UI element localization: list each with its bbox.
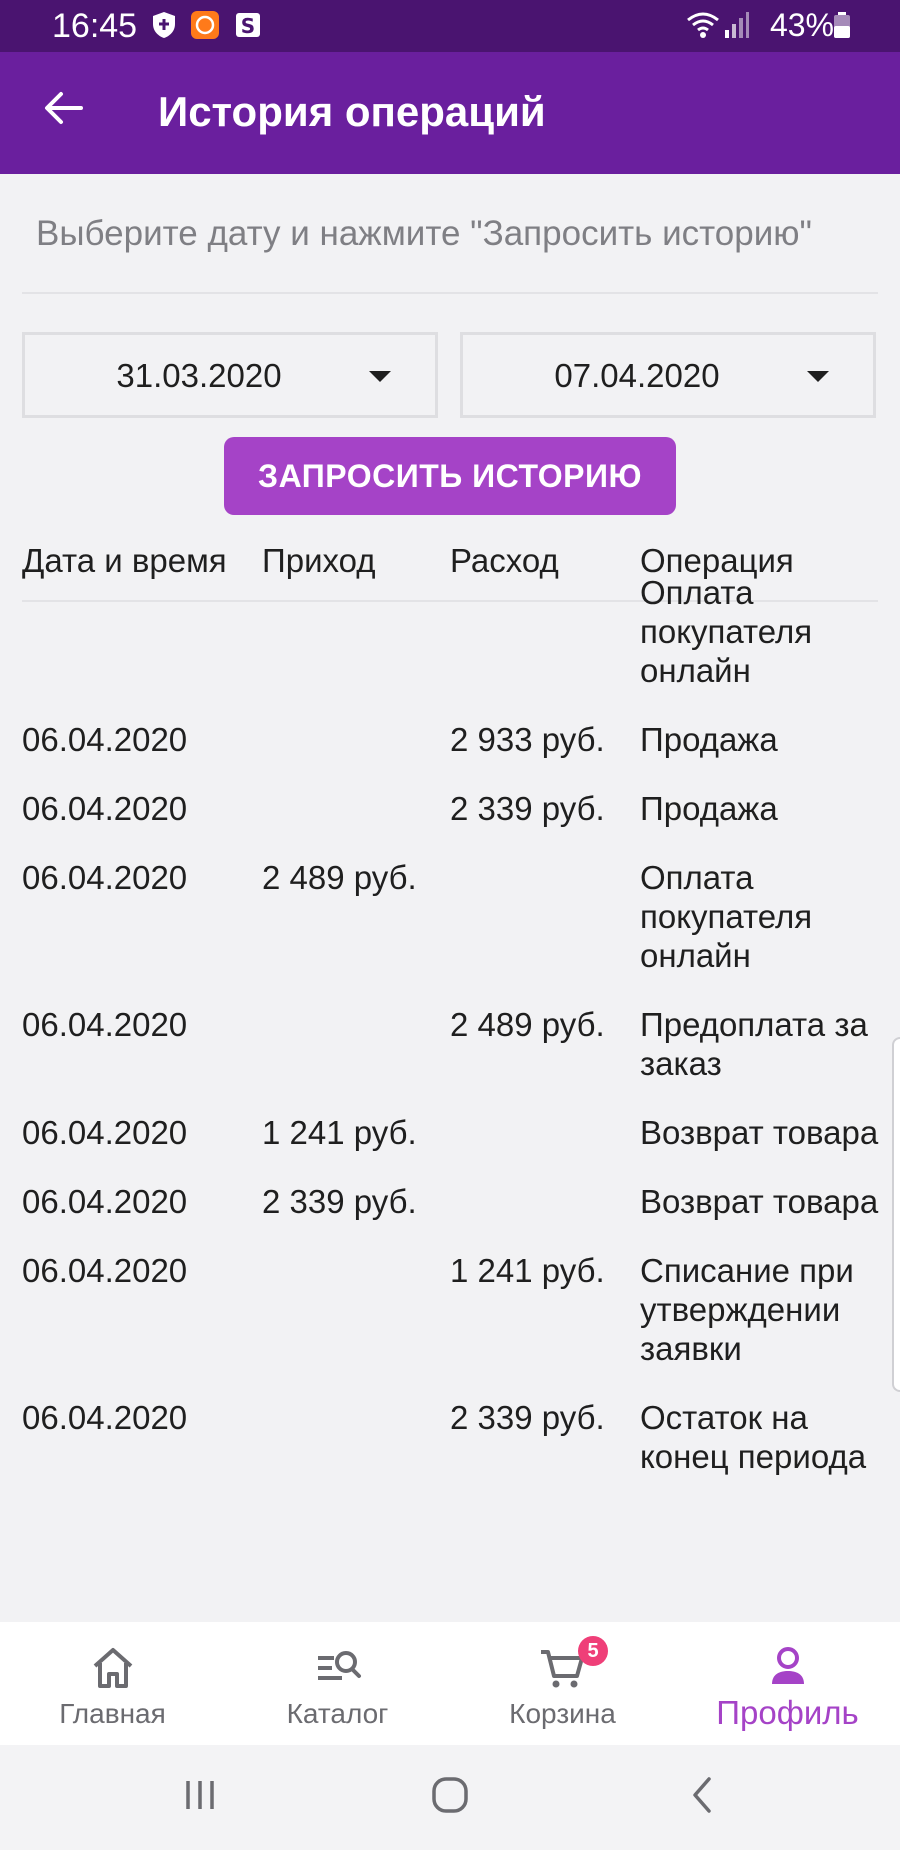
recent-apps-icon <box>182 1778 218 1817</box>
nav-label-home: Главная <box>59 1698 166 1729</box>
table-row <box>0 1389 900 1497</box>
svg-text:S: S <box>240 14 256 38</box>
date-cell: 06.04.2020 <box>22 1183 188 1220</box>
date-cell: 06.04.2020 <box>22 1006 188 1043</box>
page-title: История операций <box>158 88 546 135</box>
back-button[interactable] <box>30 77 96 143</box>
dropdown-arrow-icon <box>807 371 829 382</box>
home-circle-icon <box>430 1775 470 1820</box>
s-notification-icon <box>234 10 262 40</box>
table-row <box>0 564 900 711</box>
system-back-button[interactable] <box>672 1769 732 1825</box>
table-row <box>0 1104 900 1173</box>
arrow-left-icon <box>43 91 83 130</box>
expense-cell: 2 339 руб. <box>450 1399 605 1436</box>
scrollbar[interactable] <box>892 1037 900 1392</box>
system-navigation-bar <box>0 1745 900 1850</box>
date-cell: 06.04.2020 <box>22 790 188 827</box>
column-header-expense: Расход <box>450 542 559 579</box>
date-cell: 06.04.2020 <box>22 721 188 758</box>
operation-cell: Списание при утверждении заявки <box>640 1252 854 1367</box>
income-cell: 2 339 руб. <box>262 1183 417 1220</box>
operation-cell: Предоплата за заказ <box>640 1006 868 1082</box>
instruction-text: Выберите дату и нажмите "Запросить историю" <box>36 214 812 253</box>
nav-item-profile[interactable] <box>675 1622 900 1745</box>
profile-icon <box>764 1644 812 1692</box>
nav-item-home[interactable] <box>0 1622 225 1745</box>
income-cell: 1 241 руб. <box>262 1114 417 1151</box>
start-date-picker[interactable] <box>22 332 438 418</box>
expense-cell: 2 933 руб. <box>450 721 605 758</box>
table-row <box>0 1242 900 1389</box>
cart-badge: 5 <box>578 1636 608 1666</box>
date-cell: 06.04.2020 <box>22 1252 188 1289</box>
income-cell: 2 489 руб. <box>262 859 417 896</box>
nav-label-profile: Профиль <box>716 1694 859 1731</box>
status-bar <box>0 0 900 52</box>
column-header-date: Дата и время <box>22 542 227 579</box>
operations-table[interactable] <box>0 574 900 1622</box>
signal-icon <box>724 10 750 40</box>
end-date-value: 07.04.2020 <box>554 357 720 394</box>
app-bar <box>0 52 900 174</box>
nav-item-catalog[interactable] <box>225 1622 450 1745</box>
operation-cell: Возврат товара <box>640 1114 879 1151</box>
home-icon <box>89 1644 137 1692</box>
operation-cell: Оплата покупателя онлайн <box>640 574 813 689</box>
table-row <box>0 996 900 1104</box>
column-header-operation: Операция <box>640 542 794 579</box>
chevron-left-icon <box>689 1775 715 1820</box>
operation-cell: Продажа <box>640 790 778 827</box>
battery-level: 43% <box>769 7 834 43</box>
expense-cell: 2 489 руб. <box>450 1006 605 1043</box>
operation-cell: Возврат товара <box>640 1183 879 1220</box>
end-date-picker[interactable] <box>460 332 876 418</box>
expense-cell: 2 339 руб. <box>450 790 605 827</box>
table-row <box>0 780 900 849</box>
date-cell: 06.04.2020 <box>22 859 188 896</box>
nav-label-catalog: Каталог <box>286 1698 389 1729</box>
table-row <box>0 849 900 996</box>
dropdown-arrow-icon <box>369 371 391 382</box>
home-system-button[interactable] <box>420 1769 480 1825</box>
shield-icon <box>150 10 178 40</box>
nav-label-cart: Корзина <box>509 1698 616 1729</box>
operation-cell: Оплата покупателя онлайн <box>640 859 813 974</box>
operation-cell: Продажа <box>640 721 778 758</box>
divider <box>22 292 878 294</box>
catalog-search-icon <box>314 1644 362 1692</box>
request-history-button[interactable]: ЗАПРОСИТЬ ИСТОРИЮ <box>224 437 676 515</box>
expense-cell: 1 241 руб. <box>450 1252 605 1289</box>
wifi-icon <box>686 10 720 40</box>
nav-item-cart[interactable] <box>450 1622 675 1745</box>
date-cell: 06.04.2020 <box>22 1399 188 1436</box>
battery-icon <box>832 10 852 40</box>
table-row <box>0 711 900 780</box>
status-time: 16:45 <box>52 7 138 45</box>
operation-cell: Остаток на конец периода <box>640 1399 867 1475</box>
bottom-navigation <box>0 1622 900 1745</box>
date-cell: 06.04.2020 <box>22 1114 188 1151</box>
recent-apps-button[interactable] <box>170 1769 230 1825</box>
start-date-value: 31.03.2020 <box>116 357 282 394</box>
app-notification-icon <box>190 10 218 40</box>
table-row <box>0 1173 900 1242</box>
column-header-income: Приход <box>262 542 376 579</box>
